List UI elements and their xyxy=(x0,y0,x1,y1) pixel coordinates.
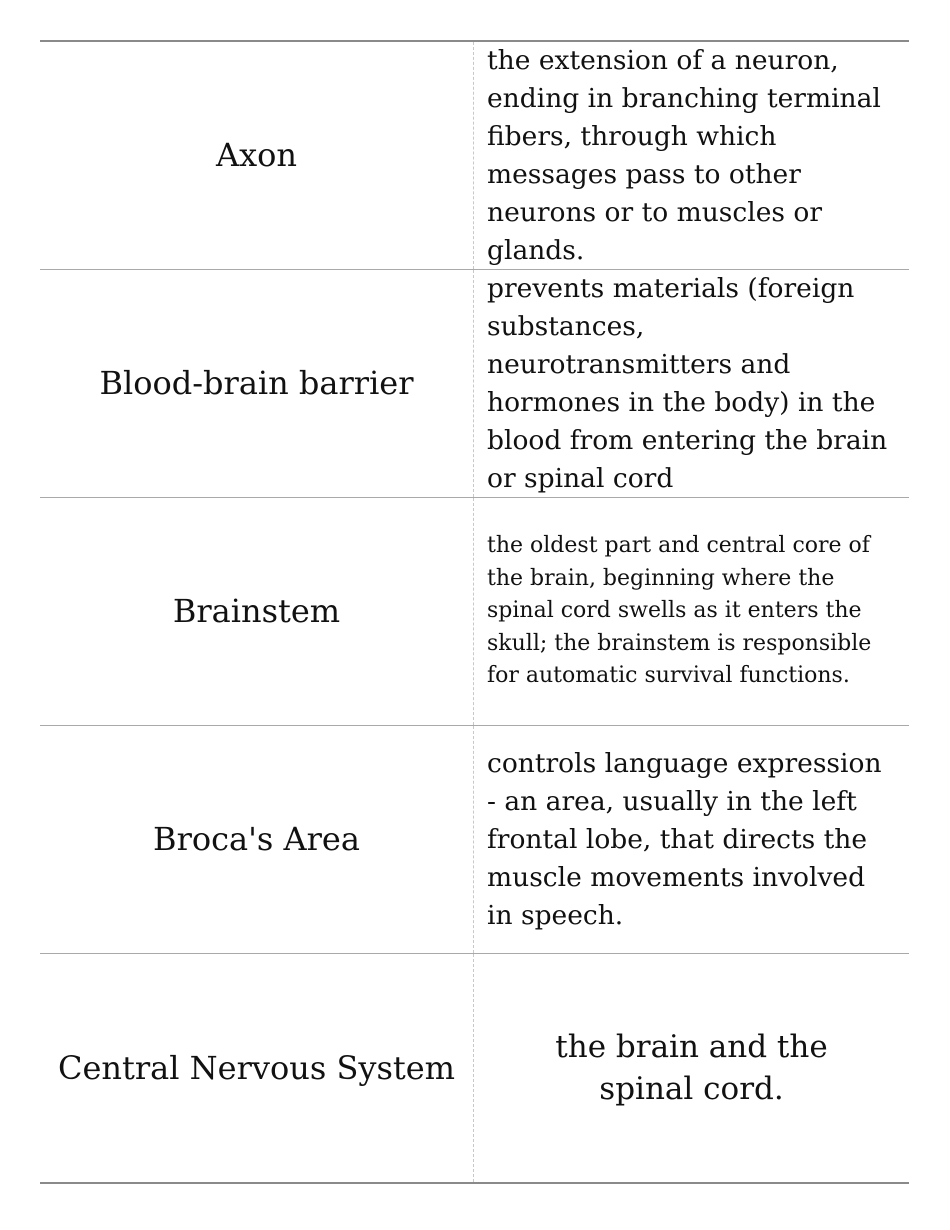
flashcard-definition xyxy=(474,498,909,725)
flashcard-row xyxy=(40,42,909,270)
definition-text: prevents materials (foreign substances, neurotransmitters and hormones in the body) in the blood from entering the brain or spinal cord xyxy=(487,272,888,494)
flashcard-definition xyxy=(474,726,909,953)
flashcard-definition xyxy=(474,954,909,1182)
flashcard-term: Blood-brain barrier xyxy=(40,270,474,497)
definition-text: the extension of a neuron, ending in branching terminal fibers, through which messages pass to other neurons or to muscles or glands. xyxy=(487,44,881,266)
definition-text: controls language expression - an area, usually in the left frontal lobe, that directs the muscle movements involved in speech. xyxy=(487,747,882,931)
flashcard-term: Central Nervous System xyxy=(40,954,474,1182)
flashcard-row xyxy=(40,270,909,498)
flashcard-term: Axon xyxy=(40,42,474,269)
flashcard-row xyxy=(40,954,909,1182)
flashcard-row xyxy=(40,498,909,726)
definition-text: the brain and the spinal cord. xyxy=(555,1029,828,1107)
flashcard-term: Broca's Area xyxy=(40,726,474,953)
flashcard-sheet xyxy=(40,40,909,1184)
flashcard-row xyxy=(40,726,909,954)
flashcard-definition xyxy=(474,42,909,269)
flashcard-definition xyxy=(474,270,909,497)
definition-text: the oldest part and central core of the brain, beginning where the spinal cord swells as it enters the skull; the brainstem is responsible for automatic survival functions. xyxy=(487,533,872,689)
flashcard-term: Brainstem xyxy=(40,498,474,725)
